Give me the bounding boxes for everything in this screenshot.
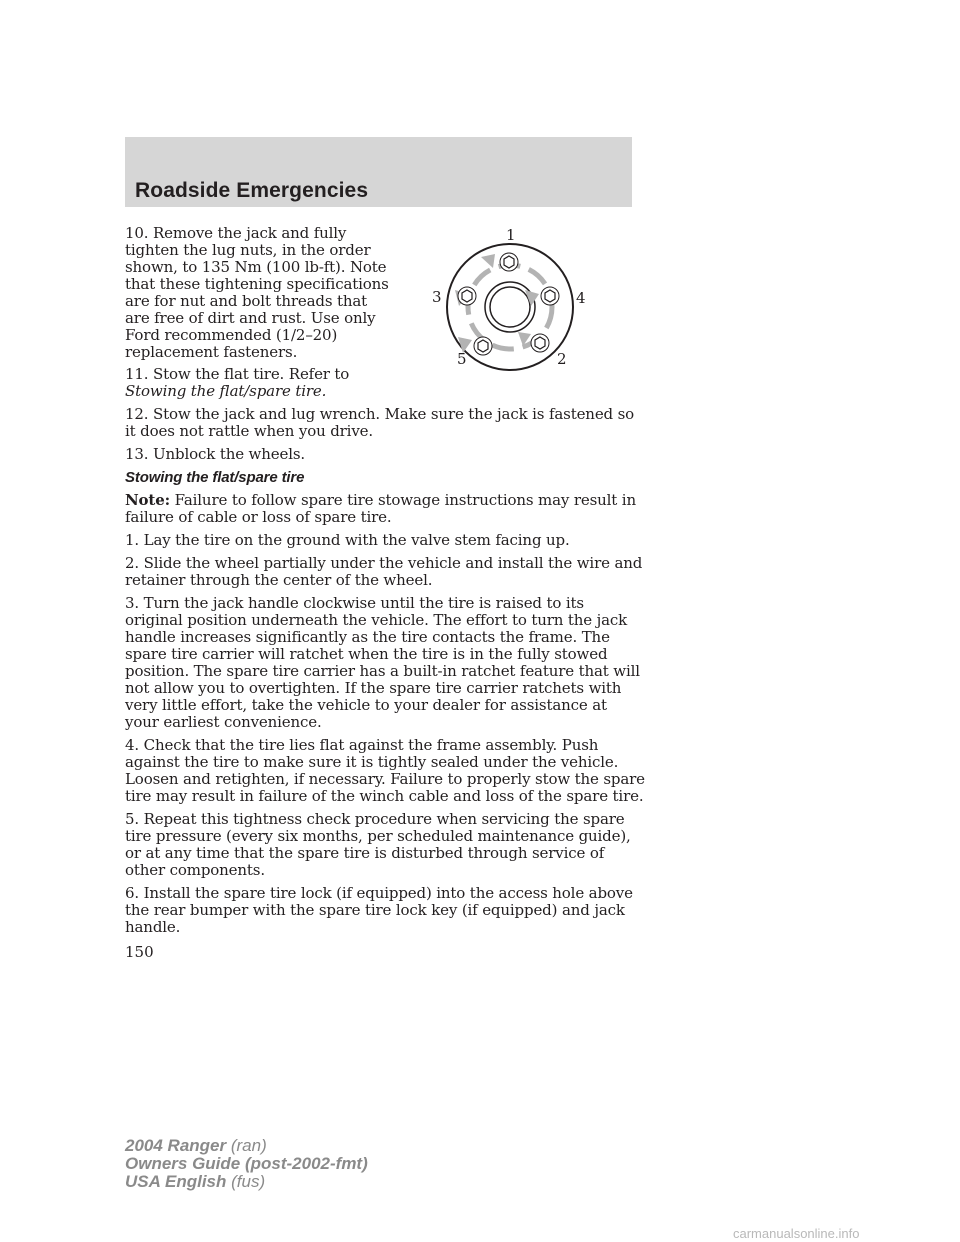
footer-language-code: (fus) [231, 1172, 266, 1191]
section-title: Roadside Emergencies [135, 179, 369, 202]
diagram-label-3: 3 [432, 288, 442, 306]
hub-inner-ring [490, 287, 530, 327]
step-12: 12. Stow the jack and lug wrench. Make sure the jack is fastened so it does not rattle when you drive. [125, 405, 635, 440]
diagram-label-2: 2 [557, 350, 567, 368]
footer-line-1 [125, 1137, 368, 1155]
step-11 [125, 366, 395, 400]
diagram-label-4: 4 [576, 289, 586, 307]
intro-steps [125, 225, 395, 400]
lug-nut-4 [541, 287, 559, 305]
hub-outer-ring [485, 282, 535, 332]
stow-step-3: 3. Turn the jack handle clockwise until the tire is raised to its original position underneath the vehicle. The effort to turn the jack handle increases significantly as the tire contacts the frame. The spare tire carrier will ratchet when the tire is in the fully stowed position. The spare tire carrier has a built-in ratchet feature that will not allow you to overtighten. If the spare tire carrier ratchets with very little effort, take the vehicle to your dealer for assistance at your earliest convenience. [125, 594, 640, 731]
diagram-label-5: 5 [457, 350, 467, 368]
stow-step-2: 2. Slide the wheel partially under the vehicle and install the wire and retainer through the center of the wheel. [125, 554, 643, 589]
document-footer [125, 1137, 368, 1191]
stow-step-5: 5. Repeat this tightness check procedure when servicing the spare tire pressure (every six months, per scheduled maintenance guide), or at any time that the spare tire is disturbed through service of other components. [125, 810, 631, 879]
note-text: Failure to follow spare tire stowage instructions may result in failure of cable or loss of spare tire. [125, 491, 636, 526]
stow-step-6: 6. Install the spare tire lock (if equipped) into the access hole above the rear bumper with the spare tire lock key (if equipped) and jack handle. [125, 884, 633, 936]
page-number: 150 [125, 943, 154, 961]
footer-model-code: (ran) [230, 1136, 267, 1155]
watermark: carmanualsonline.info [733, 1226, 860, 1241]
stow-step-1: 1. Lay the tire on the ground with the valve stem facing up. [125, 531, 570, 549]
lug-nut-5 [474, 337, 492, 355]
footer-model: 2004 Ranger [125, 1136, 227, 1155]
lug-nut-2 [531, 334, 549, 352]
lug-nut-1 [500, 253, 518, 271]
lug-nut-tightening-diagram [425, 222, 600, 382]
footer-language: USA English [125, 1172, 227, 1191]
lug-nut-3 [458, 287, 476, 305]
sequence-arrow [481, 254, 495, 268]
footer-line-3 [125, 1173, 368, 1191]
note [125, 492, 645, 526]
section-header-band [125, 137, 632, 207]
note-label: Note: [125, 491, 170, 509]
footer-line-2 [125, 1155, 368, 1173]
stow-step-4: 4. Check that the tire lies flat against the frame assembly. Push against the tire to make sure it is tightly sealed under the vehicle. Loosen and retighten, if necessary. Failure to properly stow the spare tire may result in failure of the winch cable and loss of the spare tire. [125, 736, 645, 805]
step-13: 13. Unblock the wheels. [125, 445, 306, 463]
step-10: 10. Remove the jack and fully tighten the lug nuts, in the order shown, to 135 Nm (100 lb-ft). Note that these tightening specifications are for nut and bolt threads that are free of dirt and rust. Use only Ford recommended (1/2–20) replacement fasteners. [125, 224, 389, 361]
section-heading: Stowing the flat/spare tire [125, 469, 305, 486]
footer-guide: Owners Guide (post-2002-fmt) [125, 1154, 368, 1173]
step-11-reference: Stowing the flat/spare tire. [125, 382, 327, 400]
diagram-label-1: 1 [506, 226, 516, 244]
step-11-text: 11. Stow the flat tire. Refer to [125, 365, 350, 383]
